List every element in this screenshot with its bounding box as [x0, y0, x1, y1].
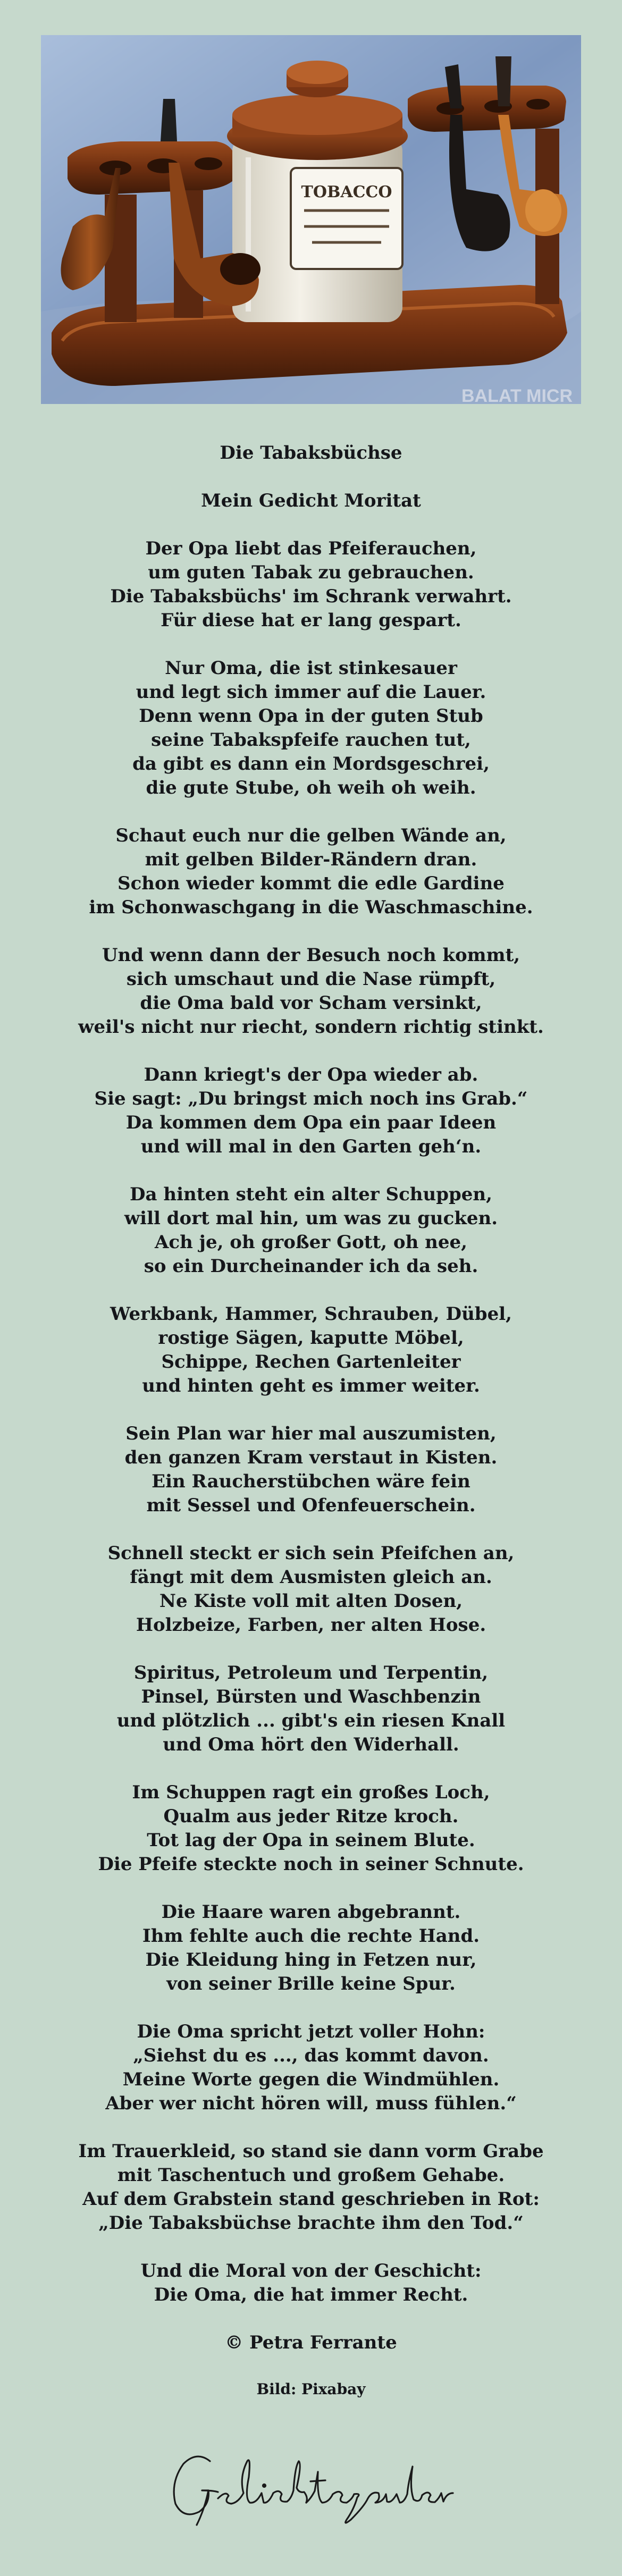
poem-line: Denn wenn Opa in der guten Stub [139, 705, 483, 727]
signature [159, 2440, 463, 2530]
stanza [0, 944, 622, 1039]
photo-corner-text: BALAT MICR [461, 386, 573, 404]
poem-line: Sein Plan war hier mal auszumisten, [125, 1423, 497, 1444]
poem-line: da gibt es dann ein Mordsgeschrei, [132, 753, 490, 775]
poem-line: Schaut euch nur die gelben Wände an, [115, 825, 507, 846]
stanza [0, 1900, 622, 1996]
poem-line: Da hinten steht ein alter Schuppen, [130, 1184, 492, 1205]
poem-line: mit gelben Bilder-Rändern dran. [145, 849, 477, 870]
stanza [0, 1183, 622, 1278]
stanza [0, 2020, 622, 2116]
poem-line: und legt sich immer auf die Lauer. [136, 681, 486, 703]
poem-line: Aber wer nicht hören will, muss fühlen.“ [105, 2093, 517, 2114]
poem-line: Die Oma, die hat immer Recht. [154, 2284, 468, 2305]
stanza [0, 1542, 622, 1637]
poem-line: Meine Worte gegen die Windmühlen. [122, 2069, 500, 2090]
stanza [0, 1422, 622, 1518]
poem-line: mit Sessel und Ofenfeuerschein. [146, 1495, 476, 1516]
poem-line: Die Haare waren abgebrannt. [161, 1901, 461, 1923]
stanza [0, 656, 622, 800]
poem-line: Die Pfeife steckte noch in seiner Schnute. [98, 1854, 524, 1875]
poem-line: seine Tabakspfeife rauchen tut, [151, 729, 471, 751]
poem-line: Holzbeize, Farben, ner alten Hose. [136, 1614, 486, 1636]
stanza [0, 1661, 622, 1757]
poem-line: und plötzlich ... gibt's ein riesen Knall [116, 1710, 506, 1731]
stanza [0, 1781, 622, 1876]
poem-line: und Oma hört den Widerhall. [163, 1734, 459, 1755]
poem-line: Qualm aus jeder Ritze kroch. [163, 1806, 459, 1827]
poem-line: Die Tabaksbüchs' im Schrank verwahrt. [110, 586, 512, 607]
poem-line: Ach je, oh großer Gott, oh nee, [155, 1232, 467, 1253]
stanza [0, 1063, 622, 1159]
poem-line: Ihm fehlte auch die rechte Hand. [142, 1925, 480, 1947]
stanza [0, 537, 622, 633]
poem-line: von seiner Brille keine Spur. [166, 1973, 456, 1994]
poem-line: um guten Tabak zu gebrauchen. [148, 562, 474, 583]
poem-line: und will mal in den Garten geh‘n. [140, 1136, 482, 1157]
poem-line: will dort mal hin, um was zu gucken. [124, 1208, 498, 1229]
stanza [0, 824, 622, 920]
poem-line: Ne Kiste voll mit alten Dosen, [159, 1590, 463, 1612]
poem-line: Und wenn dann der Besuch noch kommt, [102, 945, 520, 966]
poem-line: und hinten geht es immer weiter. [142, 1375, 480, 1396]
poem-line: „Siehst du es ..., das kommt davon. [133, 2045, 489, 2066]
poem-line: Pinsel, Bürsten und Waschbenzin [141, 1686, 481, 1707]
poem-line: Dann kriegt's der Opa wieder ab. [144, 1064, 478, 1085]
poem-line: im Schonwaschgang in die Waschmaschine. [89, 897, 533, 918]
poem-line: so ein Durcheinander ich da seh. [144, 1256, 478, 1277]
poem-line: rostige Sägen, kaputte Möbel, [158, 1327, 464, 1349]
poem-line: Die Oma spricht jetzt voller Hohn: [137, 2021, 485, 2042]
poem-subtitle: Mein Gedicht Moritat [201, 490, 421, 511]
poem-line: Spiritus, Petroleum und Terpentin, [133, 1662, 489, 1683]
poem-line: den ganzen Kram verstaut in Kisten. [124, 1447, 498, 1468]
stanza [0, 2259, 622, 2307]
poem-line: Im Schuppen ragt ein großes Loch, [132, 1782, 490, 1803]
stanza [0, 2140, 622, 2235]
poem-line: Ein Raucherstübchen wäre fein [152, 1471, 470, 1492]
poem-line: die Oma bald vor Scham versinkt, [140, 992, 482, 1014]
jar-label: TOBACCO [301, 183, 392, 201]
poem-line: Sie sagt: „Du bringst mich noch ins Grab.“ [94, 1088, 528, 1109]
poem-line: Schon wieder kommt die edle Gardine [117, 873, 505, 894]
poem-line: Auf dem Grabstein stand geschrieben in Rot: [82, 2188, 540, 2210]
poem-line: weil's nicht nur riecht, sondern richtig stinkt. [78, 1016, 544, 1038]
poem-line: Schnell steckt er sich sein Pfeifchen an, [107, 1543, 515, 1564]
poem-line: fängt mit dem Ausmisten gleich an. [130, 1567, 492, 1588]
poem-line: Da kommen dem Opa ein paar Ideen [125, 1112, 497, 1133]
poem-line: Und die Moral von der Geschicht: [140, 2260, 482, 2282]
stanza [0, 1302, 622, 1398]
poem-line: Tot lag der Opa in seinem Blute. [147, 1830, 475, 1851]
poem-line: sich umschaut und die Nase rümpft, [126, 969, 496, 990]
poem-line: Werkbank, Hammer, Schrauben, Dübel, [110, 1303, 512, 1325]
poem-line: Nur Oma, die ist stinkesauer [165, 658, 457, 679]
poem-line: „Die Tabaksbüchse brachte ihm den Tod.“ [98, 2212, 524, 2234]
poem-line: die gute Stube, oh weih oh weih. [146, 777, 476, 798]
poem-line: Im Trauerkleid, so stand sie dann vorm Grabe [78, 2141, 544, 2162]
poem-line: Der Opa liebt das Pfeiferauchen, [145, 538, 477, 559]
poem-line: mit Taschentuch und großem Gehabe. [117, 2165, 505, 2186]
poem-title: Die Tabaksbüchse [220, 442, 402, 464]
poem-line: Die Kleidung hing in Fetzen nur, [145, 1949, 477, 1971]
poem [0, 441, 622, 2400]
poem-line: Schippe, Rechen Gartenleiter [161, 1351, 461, 1373]
tobacco-pipe-photo [41, 35, 581, 404]
copyright: © Petra Ferrante [225, 2332, 397, 2353]
poem-stanzas [0, 537, 622, 2307]
poem-line: Für diese hat er lang gespart. [161, 610, 461, 631]
image-credit: Bild: Pixabay [256, 2380, 366, 2398]
